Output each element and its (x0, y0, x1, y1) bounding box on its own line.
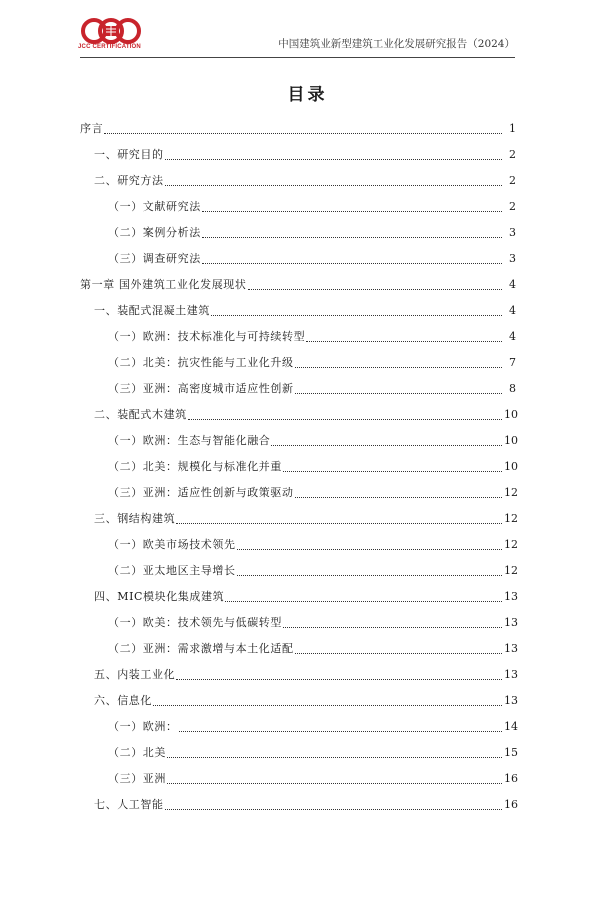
toc-entry-page: 3 (509, 252, 516, 265)
toc-entry-label: 序言 (80, 122, 104, 135)
toc-entry-label: （二）北美：规模化与标准化并重 (108, 460, 282, 473)
toc-entry[interactable] (80, 298, 516, 324)
toc-entry[interactable] (80, 168, 516, 194)
toc-entry-label: （二）北美 (108, 746, 166, 759)
toc-title: 目录 (287, 85, 328, 105)
toc-leader-dots (202, 246, 502, 264)
toc-entry-label: 一、研究目的 (94, 148, 164, 161)
toc-entry-label: 二、研究方法 (94, 174, 164, 187)
toc-entry[interactable] (80, 532, 516, 558)
toc-leader-dots (295, 636, 502, 654)
toc-leader-dots (306, 324, 502, 342)
toc-entry-label: （二）亚洲：需求激增与本土化适配 (108, 642, 294, 655)
toc-entry-page: 2 (509, 174, 516, 187)
toc-entry[interactable] (80, 610, 516, 636)
toc-entry-label: 六、信息化 (94, 694, 152, 707)
toc-entry-page: 10 (504, 408, 518, 421)
toc-entry[interactable] (80, 194, 516, 220)
toc-entry-label: （三）亚洲：高密度城市适应性创新 (108, 382, 294, 395)
toc-entry-page: 14 (504, 720, 518, 733)
toc-entry-page: 2 (509, 200, 516, 213)
toc-entry[interactable] (80, 480, 516, 506)
toc-leader-dots (237, 532, 502, 550)
toc-leader-dots (179, 714, 502, 732)
running-header-title: 中国建筑业新型建筑工业化发展研究报告（2024） (278, 38, 515, 50)
toc-entry-page: 3 (509, 226, 516, 239)
toc-entry-label: （一）欧洲：技术标准化与可持续转型 (108, 330, 306, 343)
toc-entry[interactable] (80, 454, 516, 480)
toc-leader-dots (167, 766, 502, 784)
toc-leader-dots (295, 350, 502, 368)
toc-entry[interactable] (80, 792, 516, 818)
toc-entry-page: 12 (504, 564, 518, 577)
toc-entry-label: （一）欧洲： (108, 720, 178, 733)
toc-entry-page: 16 (504, 798, 518, 811)
toc-entry[interactable] (80, 740, 516, 766)
toc-leader-dots (283, 610, 502, 628)
toc-entry-label: （三）调查研究法 (108, 252, 201, 265)
logo-caption: JCC CERTIFICATION (78, 44, 141, 50)
toc-leader-dots (271, 428, 502, 446)
toc-leader-dots (225, 584, 502, 602)
toc-entry[interactable] (80, 636, 516, 662)
toc-entry-label: 五、内装工业化 (94, 668, 176, 681)
toc-entry[interactable] (80, 662, 516, 688)
toc-entry-page: 8 (509, 382, 516, 395)
toc-leader-dots (295, 480, 502, 498)
toc-entry-page: 16 (504, 772, 518, 785)
toc-entry-label: （一）欧美：技术领先与低碳转型 (108, 616, 282, 629)
toc-entry[interactable] (80, 324, 516, 350)
toc-leader-dots (165, 168, 502, 186)
toc-entry-label: （二）北美：抗灾性能与工业化升级 (108, 356, 294, 369)
toc-entry[interactable] (80, 766, 516, 792)
header-divider (80, 57, 515, 58)
toc-entry[interactable] (80, 220, 516, 246)
toc-entry-page: 1 (509, 122, 516, 135)
toc-leader-dots (167, 740, 502, 758)
toc-entry-page: 12 (504, 512, 518, 525)
toc-entry[interactable] (80, 584, 516, 610)
toc-entry[interactable] (80, 142, 516, 168)
toc-entry-page: 7 (509, 356, 516, 369)
toc-leader-dots (176, 506, 502, 524)
toc-leader-dots (104, 116, 502, 134)
toc-entry-page: 12 (504, 486, 518, 499)
toc-entry-label: （一）欧洲：生态与智能化融合 (108, 434, 271, 447)
toc-leader-dots (211, 298, 502, 316)
toc-entry[interactable] (80, 350, 516, 376)
toc-entry-page: 13 (504, 694, 518, 707)
toc-entry-page: 12 (504, 538, 518, 551)
toc-leader-dots (153, 688, 502, 706)
toc-leader-dots (188, 402, 502, 420)
toc-entry[interactable] (80, 428, 516, 454)
toc-entry-page: 4 (509, 278, 516, 291)
toc-entry-page: 13 (504, 668, 518, 681)
table-of-contents (80, 116, 516, 818)
jcc-logo-icon (80, 14, 142, 60)
toc-entry-page: 15 (504, 746, 518, 759)
toc-leader-dots (202, 194, 502, 212)
toc-entry[interactable] (80, 714, 516, 740)
toc-entry-page: 4 (509, 304, 516, 317)
toc-entry-page: 4 (509, 330, 516, 343)
toc-entry-label: （二）亚太地区主导增长 (108, 564, 236, 577)
toc-leader-dots (237, 558, 502, 576)
toc-entry-page: 10 (504, 460, 518, 473)
toc-leader-dots (248, 272, 503, 290)
toc-entry-label: （二）案例分析法 (108, 226, 201, 239)
toc-leader-dots (283, 454, 502, 472)
toc-entry-label: 三、钢结构建筑 (94, 512, 176, 525)
toc-entry-page: 13 (504, 590, 518, 603)
toc-entry-label: 第一章 国外建筑工业化发展现状 (80, 278, 247, 291)
toc-leader-dots (202, 220, 502, 238)
toc-entry[interactable] (80, 376, 516, 402)
toc-entry[interactable] (80, 506, 516, 532)
toc-entry-label: 二、装配式木建筑 (94, 408, 187, 421)
toc-entry[interactable] (80, 116, 516, 142)
toc-entry-label: 七、人工智能 (94, 798, 164, 811)
toc-entry-page: 13 (504, 642, 518, 655)
toc-entry-label: （三）亚洲：适应性创新与政策驱动 (108, 486, 294, 499)
toc-entry[interactable] (80, 558, 516, 584)
toc-leader-dots (176, 662, 502, 680)
toc-entry-label: 四、MIC模块化集成建筑 (94, 590, 225, 603)
toc-entry-label: （三）亚洲 (108, 772, 166, 785)
toc-entry[interactable] (80, 246, 516, 272)
toc-leader-dots (165, 142, 502, 160)
toc-entry-label: （一）文献研究法 (108, 200, 201, 213)
toc-entry[interactable] (80, 688, 516, 714)
toc-leader-dots (165, 792, 502, 810)
toc-entry-page: 13 (504, 616, 518, 629)
toc-entry-page: 10 (504, 434, 518, 447)
toc-entry-label: （一）欧美市场技术领先 (108, 538, 236, 551)
toc-entry-label: 一、装配式混凝土建筑 (94, 304, 210, 317)
toc-entry-page: 2 (509, 148, 516, 161)
toc-entry[interactable] (80, 402, 516, 428)
toc-entry[interactable] (80, 272, 516, 298)
toc-leader-dots (295, 376, 502, 394)
